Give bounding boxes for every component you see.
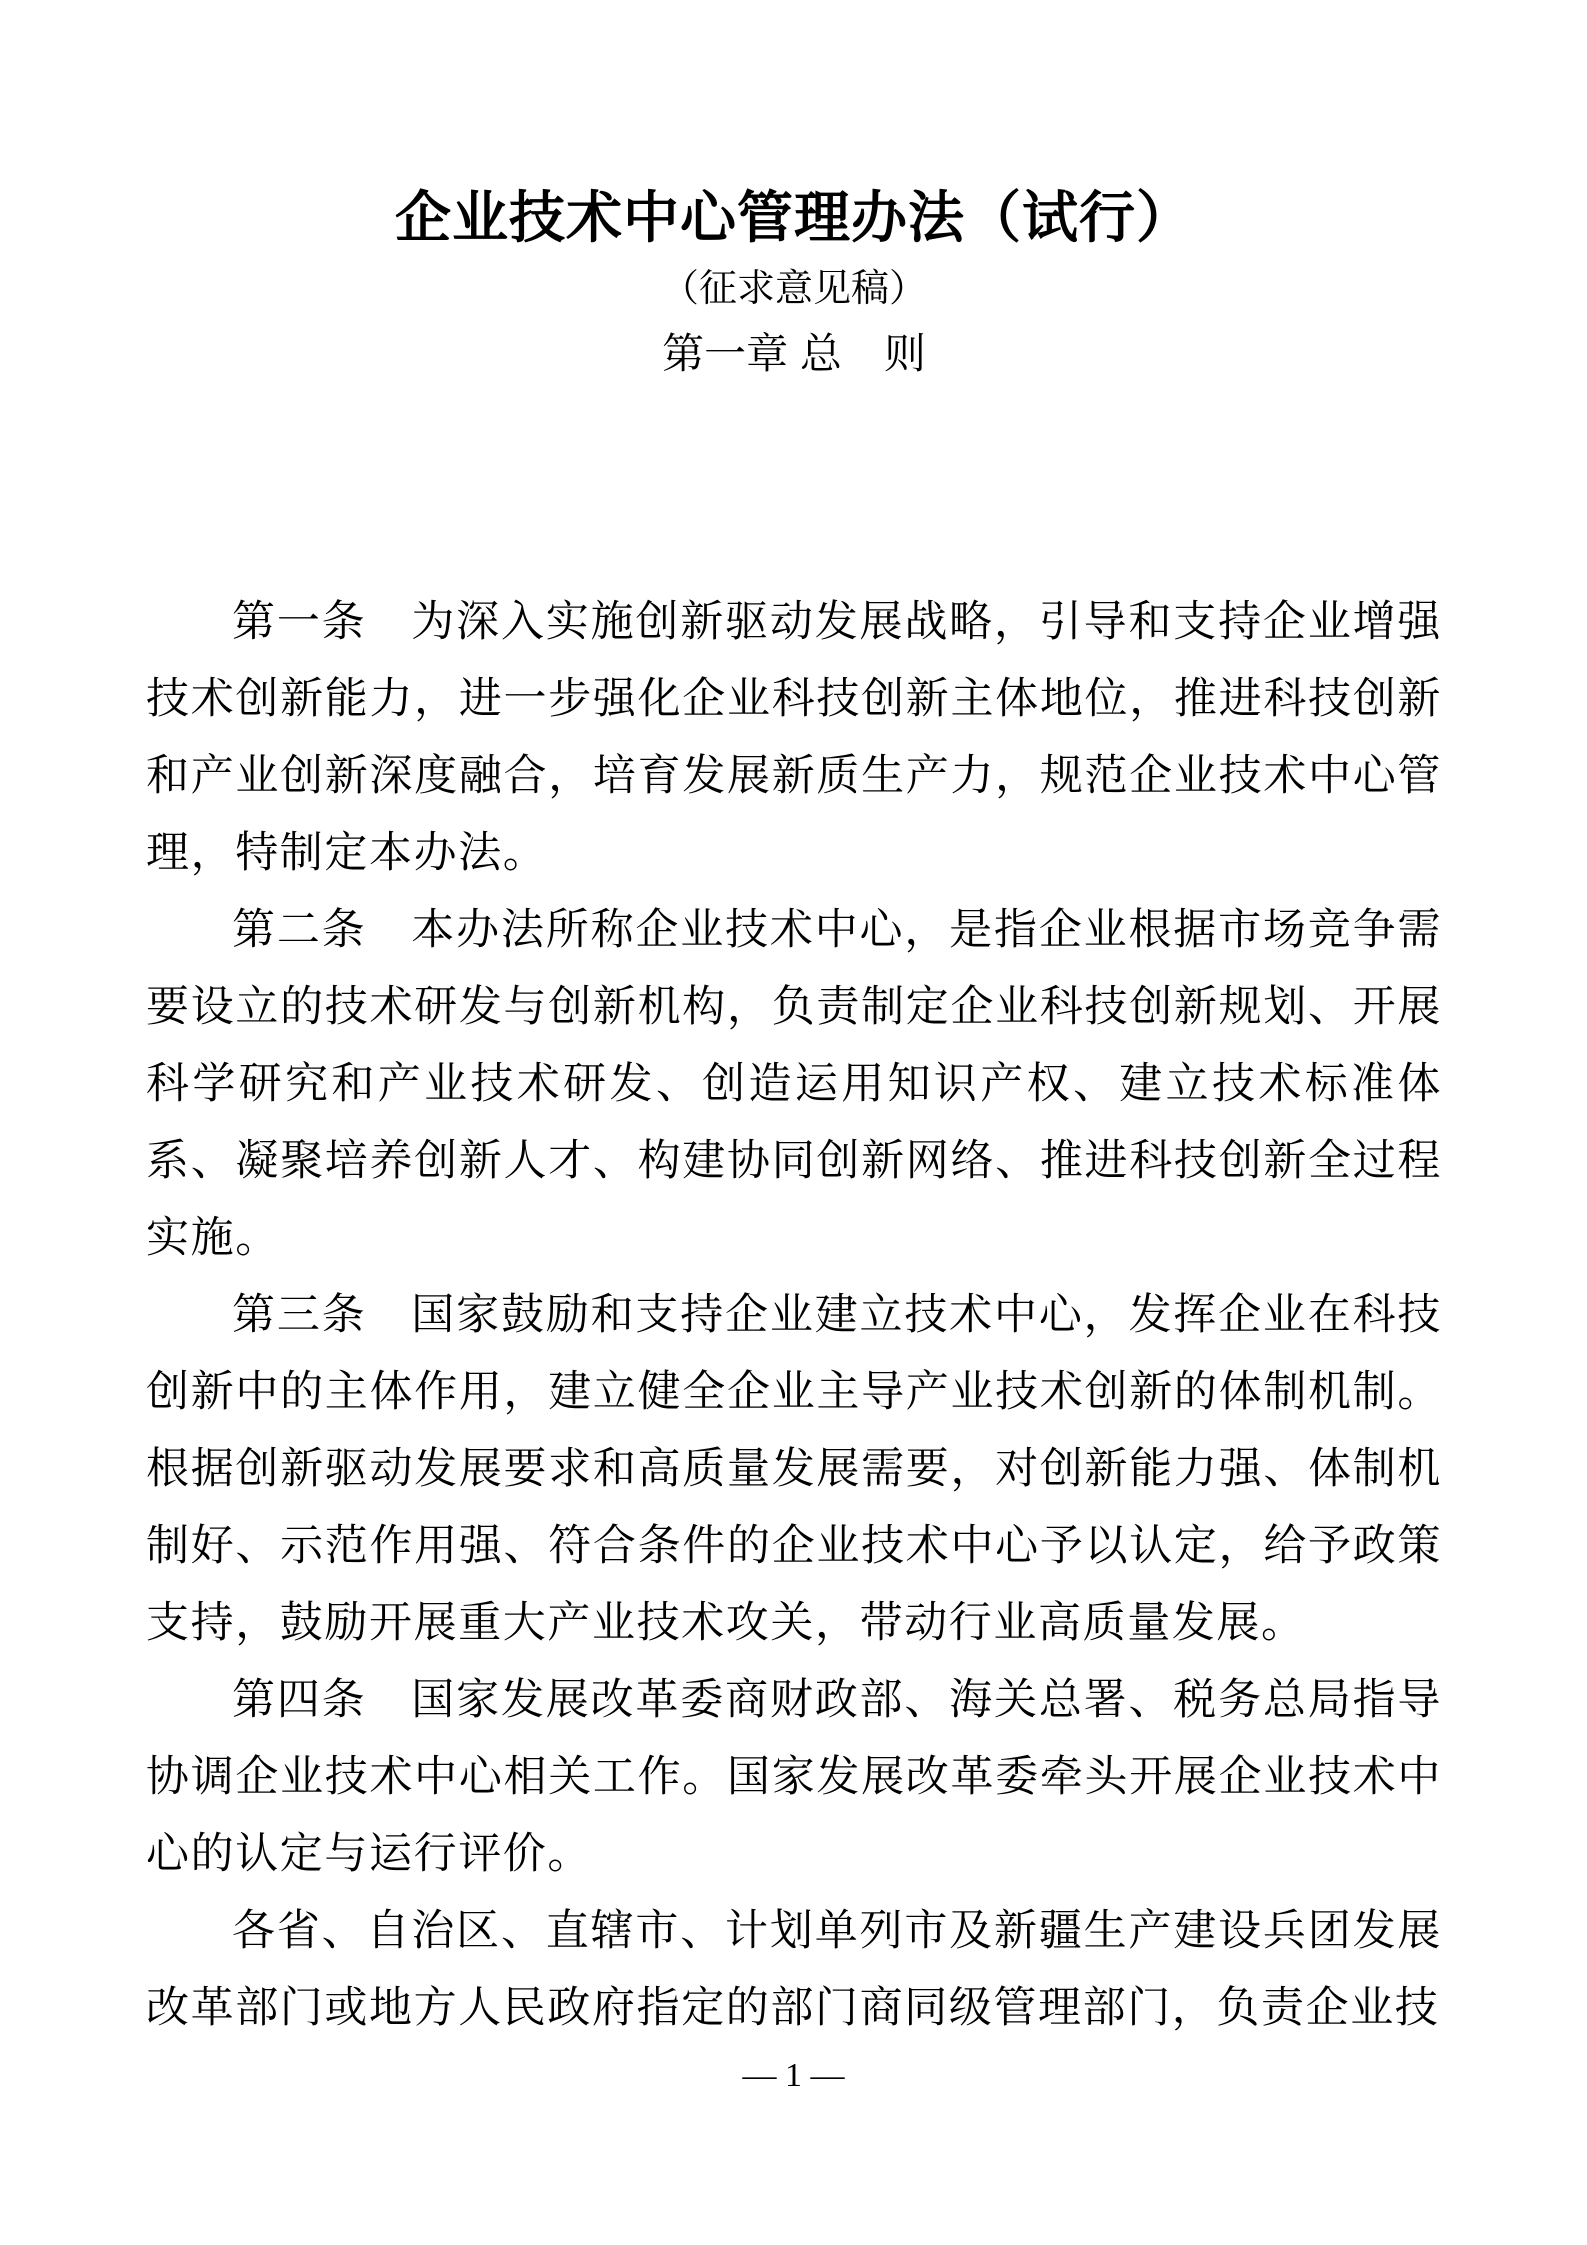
page-number: — 1 —	[742, 2057, 845, 2094]
body-paragraph-article-2: 第二条 本办法所称企业技术中心，是指企业根据市场竞争需要设立的技术研发与创新机构，负责制定企业科技创新规划、开展科学研究和产业技术研发、创造运用知识产权、建立技术标准体系、凝聚培养创新人才、构建协同创新网络、推进科技创新全过程实施。	[146, 906, 1442, 1263]
body-paragraph-article-1: 第一条 为深入实施创新驱动发展战略，引导和支持企业增强技术创新能力，进一步强化企业科技创新主体地位，推进科技创新和产业创新深度融合，培育发展新质生产力，规范企业技术中心管理，特制定本办法。	[146, 598, 1442, 878]
body-paragraph-article-3: 第三条 国家鼓励和支持企业建立技术中心，发挥企业在科技创新中的主体作用，建立健全企业主导产业技术创新的体制机制。根据创新驱动发展要求和高质量发展需要，对创新能力强、体制机制好、示范作用强、符合条件的企业技术中心予以认定，给予政策支持，鼓励开展重大产业技术攻关，带动行业高质量发展。	[146, 1291, 1442, 1648]
document-title: 企业技术中心管理办法（试行）	[395, 186, 1193, 249]
document-content	[146, 0, 1442, 2047]
body-text	[146, 584, 1442, 2047]
body-paragraph-continuation: 各省、自治区、直辖市、计划单列市及新疆生产建设兵团发展改革部门或地方人民政府指定的部门商同级管理部门，负责企业技	[146, 1907, 1442, 2033]
chapter-heading: 第一章 总 则	[662, 329, 926, 377]
document-subtitle: （征求意见稿）	[660, 268, 927, 311]
body-paragraph-article-4: 第四条 国家发展改革委商财政部、海关总署、税务总局指导协调企业技术中心相关工作。国家发展改革委牵头开展企业技术中心的认定与运行评价。	[146, 1676, 1442, 1879]
